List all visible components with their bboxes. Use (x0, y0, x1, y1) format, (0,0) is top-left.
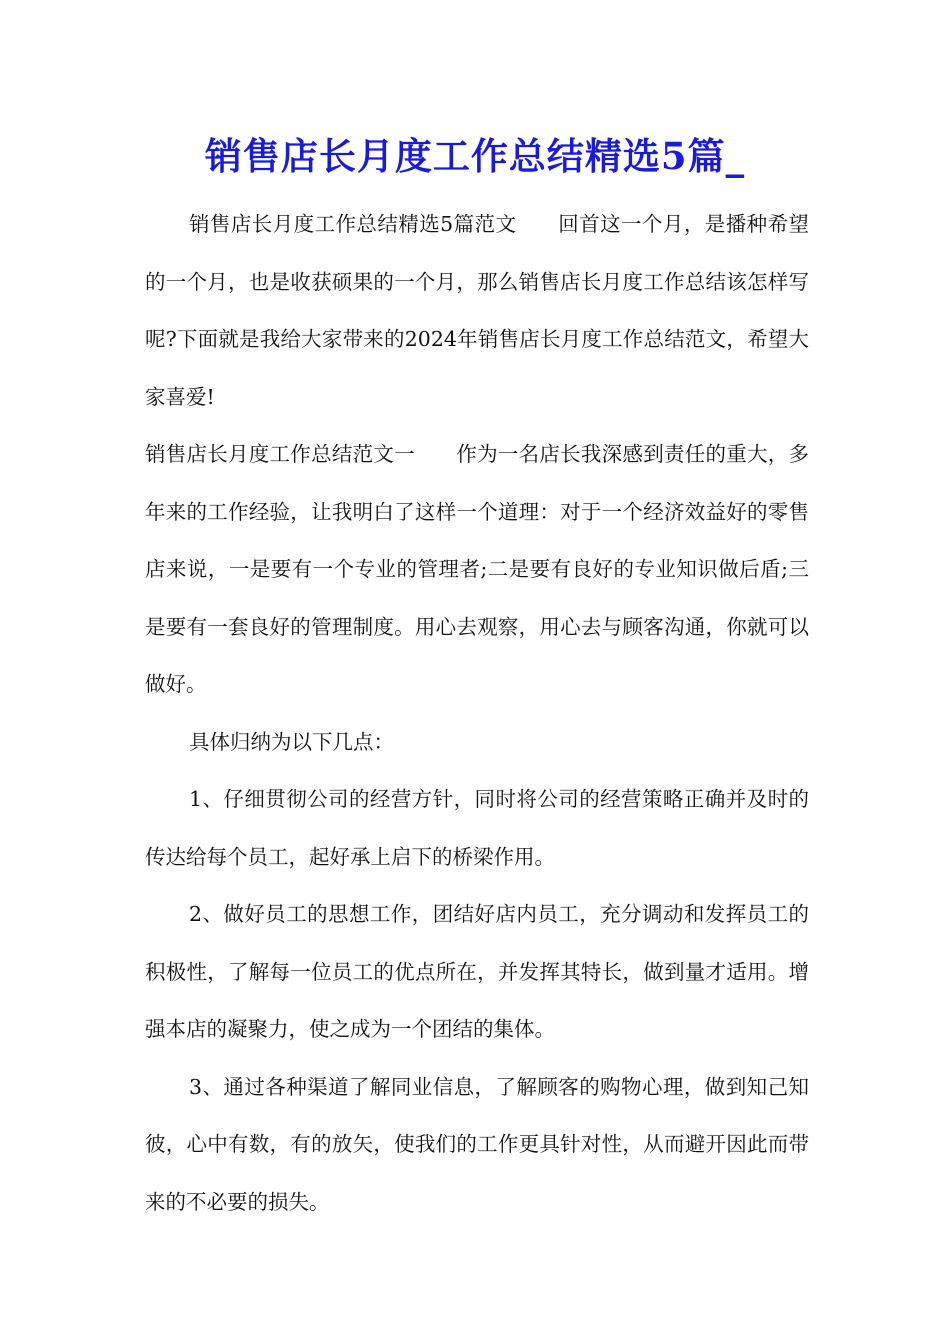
paragraph-point-3: 3、通过各种渠道了解同业信息，了解顾客的购物心理，做到知己知彼，心中有数，有的放矢，使我们的工作更具针对性，从而避开因此而带来的不必要的损失。 (145, 1074, 809, 1214)
paragraph-point-1: 1、仔细贯彻公司的经营方针，同时将公司的经营策略正确并及时的传达给每个员工，起好承上启下的桥梁作用。 (145, 787, 809, 869)
document-title: 销售店长月度工作总结精选5篇_ (204, 134, 746, 178)
paragraph-section-one: 销售店长月度工作总结范文一 作为一名店长我深感到责任的重大，多年来的工作经验，让我明白了这样一个道理：对于一个经济效益好的零售店来说，一是要有一个专业的管理者;二是要有良好的专业知识做后盾;三是要有一套良好的管理制度。用心去观察，用心去与顾客沟通，你就可以做好。 (145, 442, 809, 696)
paragraph-point-2: 2、做好员工的思想工作，团结好店内员工，充分调动和发挥员工的积极性，了解每一位员工的优点所在，并发挥其特长，做到量才适用。增强本店的凝聚力，使之成为一个团结的集体。 (145, 902, 809, 1041)
paragraph-intro: 销售店长月度工作总结精选5篇范文 回首这一个月，是播种希望的一个月，也是收获硕果的一个月，那么销售店长月度工作总结该怎样写呢?下面就是我给大家带来的2024年销售店长月度工作总结范文，希望大家喜爱! (145, 212, 809, 409)
document-body (145, 196, 809, 1231)
paragraph-summary-heading: 具体归纳为以下几点： (189, 729, 394, 754)
